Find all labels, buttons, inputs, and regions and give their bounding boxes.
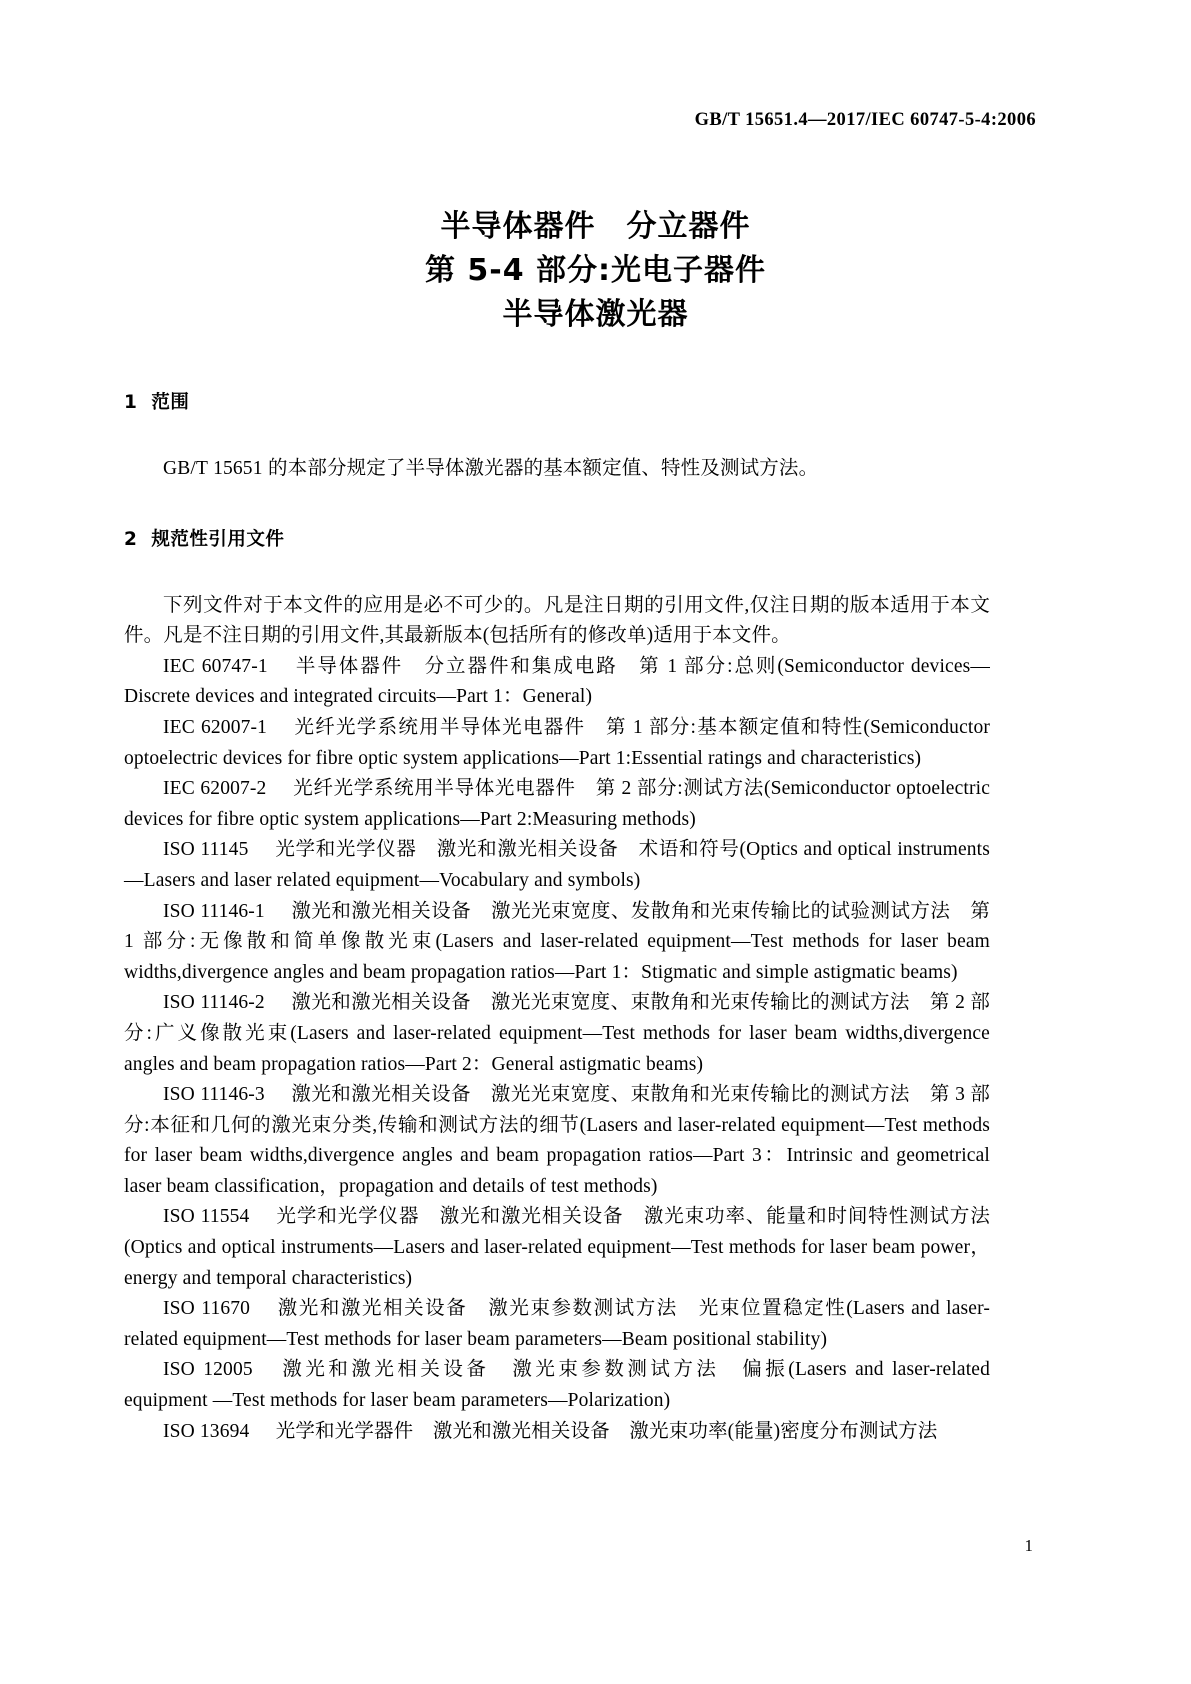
- reference-text: 光学和光学器件 激光和激光相关设备 激光束功率(能量)密度分布测试方法: [275, 1420, 938, 1442]
- reference-entry: [124, 897, 990, 989]
- reference-text: 激光和激光相关设备 激光光束宽度、发散角和光束传输比的试验测试方法 第 1 部分:无像散和简单像散光束(Lasers and laser-related equipment—Test methods for laser beam widths,divergence angles and beam propagation ratios—Part 1：Stigmatic and simple astigmatic beams): [124, 900, 990, 983]
- reference-entry: [124, 835, 990, 896]
- spacer: [124, 485, 990, 525]
- reference-code: ISO 11146-3: [163, 1084, 265, 1106]
- reference-entry: [124, 652, 990, 713]
- section-title-2: 规范性引用文件: [151, 528, 285, 550]
- reference-entry: [124, 1080, 990, 1202]
- reference-entry: [124, 713, 990, 774]
- section-title-1: 范围: [151, 392, 190, 413]
- document-title-block: [0, 205, 1191, 337]
- spacer: [124, 555, 990, 591]
- reference-text: 激光和激光相关设备 激光束参数测试方法 偏振(Lasers and laser-related equipment —Test methods for laser beam parameters—Polarization): [124, 1359, 990, 1412]
- title-line-2: 第 5-4 部分:光电子器件: [424, 253, 767, 288]
- reference-entry: [124, 988, 990, 1080]
- reference-text: 光纤光学系统用半导体光电器件 第 2 部分:测试方法(Semiconductor optoelectric devices for fibre optic system applications—Part 2:Measuring methods): [124, 778, 991, 830]
- reference-text: 半导体器件 分立器件和集成电路 第 1 部分:总则(Semiconductor devices—Discrete devices and integrated circuits—Part 1：General): [124, 655, 991, 708]
- reference-text: 光纤光学系统用半导体光电器件 第 1 部分:基本额定值和特性(Semiconductor optoelectric devices for fibre optic system applications—Part 1:Essential ratings and characteristics): [124, 716, 990, 769]
- reference-code: ISO 13694: [163, 1420, 250, 1442]
- document-body: [124, 388, 990, 1447]
- section-heading-normative-references: [124, 525, 990, 555]
- reference-entry: [124, 1294, 990, 1355]
- reference-text: 光学和光学仪器 激光和激光相关设备 激光束功率、能量和时间特性测试方法(Optics and optical instruments—Lasers and laser-related equipment—Test methods for laser beam power，energy and temporal characteristics): [124, 1206, 990, 1289]
- normative-references-intro: 下列文件对于本文件的应用是必不可少的。凡是注日期的引用文件,仅注日期的版本适用于本文件。凡是不注日期的引用文件,其最新版本(包括所有的修改单)适用于本文件。: [124, 594, 990, 647]
- reference-code: IEC 62007-2: [163, 778, 267, 800]
- reference-code: ISO 11146-2: [163, 992, 265, 1014]
- section-heading-scope: [124, 388, 990, 418]
- scope-paragraph: GB/T 15651 的本部分规定了半导体激光器的基本额定值、特性及测试方法。: [163, 458, 819, 479]
- running-header-standard-number: GB/T 15651.4—2017/IEC 60747-5-4:2006: [694, 110, 1036, 130]
- reference-code: ISO 11146-1: [163, 900, 265, 922]
- reference-code: IEC 60747-1: [163, 655, 268, 677]
- reference-text: 激光和激光相关设备 激光光束宽度、束散角和光束传输比的测试方法 第 2 部分:广义像散光束(Lasers and laser-related equipment—Test methods for laser beam widths,divergence angles and beam propagation ratios—Part 2：General astigmatic beams): [124, 992, 990, 1075]
- section-number-2: 2: [124, 528, 138, 550]
- reference-code: ISO 11145: [163, 839, 249, 861]
- reference-text: 光学和光学仪器 激光和激光相关设备 术语和符号(Optics and optical instruments —Lasers and laser related equipment—Vocabulary and symbols): [124, 839, 990, 891]
- reference-code: IEC 62007-1: [163, 716, 268, 738]
- reference-code: ISO 12005: [163, 1359, 253, 1381]
- spacer: [124, 418, 990, 454]
- reference-entry: [124, 1202, 990, 1294]
- reference-entry: [124, 1355, 990, 1416]
- reference-entry: [124, 774, 990, 835]
- title-line-3: 半导体激光器: [502, 297, 689, 332]
- section-number-1: 1: [124, 392, 138, 413]
- reference-code: ISO 11670: [163, 1298, 251, 1320]
- title-line-1: 半导体器件 分立器件: [440, 209, 751, 244]
- reference-code: ISO 11554: [163, 1206, 250, 1228]
- reference-text: 激光和激光相关设备 激光光束宽度、束散角和光束传输比的测试方法 第 3 部分:本征和几何的激光束分类,传输和测试方法的细节(Lasers and laser-related equipment—Test methods for laser beam widths,divergence angles and beam propagation ratios—Part 3：Intrinsic and geometrical laser beam classification，propagation and details of test methods): [124, 1084, 990, 1197]
- page-number: 1: [1024, 1536, 1033, 1555]
- reference-text: 激光和激光相关设备 激光束参数测试方法 光束位置稳定性(Lasers and laser-related equipment—Test methods for laser beam parameters—Beam positional stability): [124, 1298, 990, 1350]
- reference-entry: [124, 1417, 990, 1448]
